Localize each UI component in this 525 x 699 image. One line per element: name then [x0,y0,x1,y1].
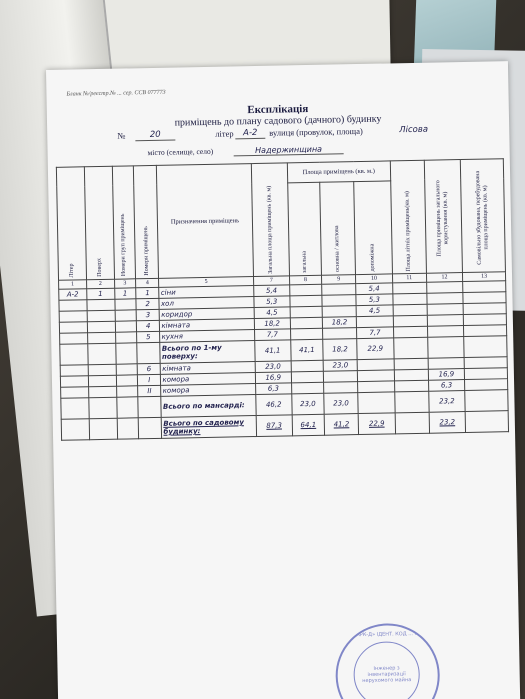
cell-summer [394,380,428,392]
cell-room: II [138,385,162,396]
cell-summer [395,412,430,434]
cell-group [116,397,138,418]
column-number: 9 [321,275,355,285]
cell-room [137,342,161,363]
cell-area-total [291,371,323,383]
cell-common [427,293,464,305]
column-number: 2 [86,279,114,289]
cell-area-total: 23,0 [292,393,324,415]
cell-group [115,343,137,364]
col-area-group: Площа приміщень (кв. м.) [287,161,390,182]
cell-main: 41,2 [324,414,359,436]
cell-room: 5 [137,331,161,342]
cell-liter [60,333,88,345]
cell-floor: 1 [87,288,115,300]
cell-aux: 7,7 [357,327,394,339]
cell-name: кімната [160,319,254,332]
cell-common: 6,3 [428,380,465,392]
cell-liter [61,387,89,399]
cell-room [138,417,162,438]
cell-floor [88,386,116,398]
col-common: Площа приміщень загального користування (кв. м) [424,160,463,274]
document-title: Експлікація [247,102,309,117]
cell-unauth [465,390,508,412]
stamp-ring-text: ТОВ «ПАРК-Д» ІДЕНТ. КОД ... УКРАЇНА [337,630,437,639]
col-area-main: основна / житлова [320,181,356,275]
cell-summer [392,282,426,294]
explication-table [56,158,509,441]
cell-floor [89,397,117,419]
cell-floor [87,332,115,344]
cell-name: комора [161,373,255,386]
city-line [48,141,510,158]
cell-summer [394,369,428,381]
cell-total: 87,3 [256,415,293,437]
cell-common [427,304,464,316]
cell-total: 46,2 [255,394,292,416]
cell-aux: 22,9 [358,413,395,435]
cell-main [324,382,358,394]
cell-aux [358,392,395,414]
cell-total: 16,9 [255,372,292,384]
cell-floor [87,310,115,322]
official-stamp [335,623,441,699]
col-floor: Поверх [84,166,114,280]
cell-main: 23,0 [323,360,357,372]
cell-summer [393,337,428,359]
table-body [59,281,509,441]
cell-aux [358,370,395,382]
cell-area-total [290,328,322,340]
cell-main: 18,2 [323,339,358,361]
liter-label: літер [215,128,234,139]
cell-floor [87,299,115,311]
cell-room: 2 [136,298,160,309]
cell-summer [393,315,427,327]
cell-common [427,337,464,359]
cell-group: 1 [114,288,136,299]
col-area-aux: допоміжна [354,180,392,274]
cell-common: 23,2 [429,412,466,434]
cell-liter [59,311,87,323]
cell-main [323,371,357,383]
city-label: місто (селище, село) [147,146,214,158]
cell-total: 41,1 [254,340,291,362]
col-unauth: Самовільно збудована, перебудована площа приміщень (кв. м) [460,159,505,273]
cell-common [426,282,463,294]
cell-group [116,386,138,397]
cell-group [116,364,138,375]
cell-liter [61,398,89,420]
cell-room: 6 [137,363,161,374]
cell-summer [393,304,427,316]
cell-area-total [291,382,323,394]
cell-unauth [464,336,507,358]
document-page [46,61,520,699]
cell-total: 23,0 [255,361,292,373]
cell-aux [358,381,395,393]
cell-total: 18,2 [254,318,291,330]
cell-main [322,284,356,296]
cell-main [322,295,356,307]
cell-unauth [465,411,508,433]
col-summer: Площа літніх приміщень(кв. м) [390,160,426,274]
cell-room: 3 [136,309,160,320]
column-number: 8 [289,275,321,285]
cell-area-total [290,306,322,318]
cell-total: 5,3 [253,296,290,308]
column-number: 3 [114,279,136,288]
col-total-area: Загальна площа приміщень (кв. м) [251,163,290,277]
cell-group [117,418,139,439]
cell-group [115,332,137,343]
cell-unauth [463,314,506,326]
column-number: 13 [463,272,506,282]
col-room-no: Номери приміщень [133,165,159,278]
col-area-total: загальна [288,182,322,276]
city-value: Надержинщина [234,144,344,156]
col-group-no: Номери груп приміщень [112,166,136,279]
cell-summer [394,358,428,370]
cell-aux [357,316,394,328]
cell-unauth [464,357,507,369]
cell-total: 7,7 [254,329,291,341]
cell-main [323,328,357,340]
cell-liter [60,376,88,388]
cell-summer [393,326,427,338]
cell-name: Всього по 1-му поверху: [160,341,254,364]
column-number: 5 [159,277,253,288]
cell-floor [88,343,116,365]
cell-unauth [464,325,507,337]
col-purpose: Призначення приміщень [157,164,253,279]
column-number: 1 [59,280,87,290]
cell-area-total: 64,1 [292,414,324,436]
column-number: 7 [253,276,290,286]
cell-unauth [463,281,506,293]
cell-area-total: 41,1 [291,339,323,361]
number-label: № [117,130,126,141]
street-label: вулиця (провулок, площа) [269,125,363,138]
cell-group [116,375,138,386]
cell-liter [60,365,88,377]
number-value: 20 [135,130,175,142]
cell-common [427,315,464,327]
cell-liter [59,322,87,334]
cell-aux [357,359,394,371]
cell-summer [394,391,429,413]
cell-name: комора [161,384,255,397]
cell-area-total [290,295,322,307]
cell-area-total [290,284,322,296]
cell-summer [392,293,426,305]
cell-room: 4 [136,320,160,331]
corner-note: Бланк №/реєстр.№ ... сер. ССВ 077773 [66,89,166,98]
cell-room: I [137,374,161,385]
cell-name: кухня [160,330,254,343]
column-number: 12 [426,273,463,283]
street-value: Лісова [399,124,429,136]
cell-total: 4,5 [254,307,291,319]
cell-main: 23,0 [324,393,359,415]
stamp-center-text: Інженер з інвентаризації нерухомого майна [362,665,412,685]
cell-liter: А-2 [59,289,87,301]
cell-liter [60,344,88,366]
cell-unauth [463,292,506,304]
cell-group [115,299,137,310]
cell-floor [88,375,116,387]
cell-total: 6,3 [255,383,292,395]
cell-name: коридор [160,308,254,321]
column-number: 11 [392,273,426,283]
document-subtitle: приміщень до плану садового (дачного) будинку [174,113,382,129]
cell-name: кімната [161,362,255,375]
cell-area-total [291,360,323,372]
cell-name: Всього по мансарді: [161,395,255,418]
cell-name: Всього по садовому будинку: [162,416,256,439]
cell-room [138,396,162,417]
col-liter: Літер [56,167,86,281]
cell-common [428,358,465,370]
cell-common [427,326,464,338]
cell-aux: 5,3 [356,294,393,306]
cell-group [115,310,137,321]
cell-floor [88,364,116,376]
column-number: 10 [356,274,393,284]
cell-aux: 22,9 [357,338,394,360]
cell-name: сіни [159,286,253,299]
cell-unauth [463,303,506,315]
cell-area-total [290,317,322,329]
cell-main: 18,2 [322,317,356,329]
cell-liter [59,300,87,312]
cell-floor [89,418,117,440]
cell-aux: 5,4 [356,283,393,295]
cell-common: 16,9 [428,369,465,381]
cell-name: хол [159,297,253,310]
cell-group [115,321,137,332]
cell-floor [87,321,115,333]
cell-total: 5,4 [253,285,290,297]
cell-room: 1 [136,287,160,298]
cell-unauth [465,379,508,391]
liter-value: А-2 [235,128,265,140]
cell-liter [61,419,89,441]
cell-main [322,306,356,318]
cell-unauth [464,368,507,380]
cell-aux: 4,5 [356,305,393,317]
cell-common: 23,2 [429,391,466,413]
column-number: 4 [135,278,159,287]
